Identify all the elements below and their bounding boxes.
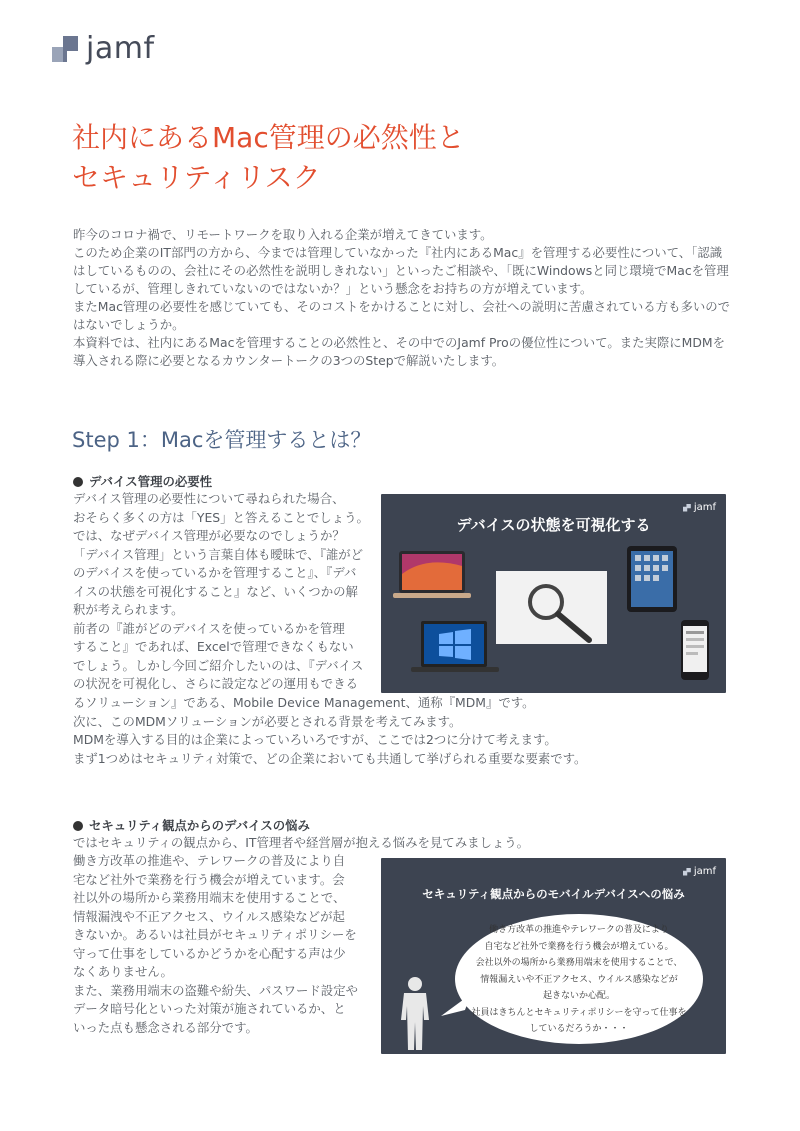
bubble-line: 自宅など社外で業務を行う機会が増えている。 xyxy=(484,941,674,952)
person-silhouette-icon xyxy=(395,976,435,1052)
concern-speech-bubble xyxy=(455,914,703,1044)
device-illustration xyxy=(381,494,726,693)
text-line: きないか。あるいは社員がセキュリティポリシーを xyxy=(73,927,357,942)
text-line: まず1つめはセキュリティ対策で、どの企業においても共通して挙げられる重要な要素です。 xyxy=(73,750,587,766)
text-line: なくありません。 xyxy=(73,964,173,979)
panel-logo-text: jamf xyxy=(693,866,716,877)
bubble-line: しているだろうか・・・ xyxy=(529,1024,629,1034)
security-concerns-figure xyxy=(381,858,726,1054)
magnifying-glass-icon xyxy=(496,571,607,644)
panel-logo-text: jamf xyxy=(693,502,716,513)
bullet-icon xyxy=(73,477,83,487)
jamf-logo xyxy=(52,31,155,66)
text-line: 守って仕事をしているかどうかを心配する声は少 xyxy=(73,945,346,961)
text-line: 情報漏洩や不正アクセス、ウイルス感染などが起 xyxy=(73,908,345,924)
text-line: イスの状態を可視化すること』など、いくつかの解 xyxy=(73,583,358,599)
text-line: 働き方改革の推進や、テレワークの普及により自 xyxy=(73,853,346,868)
text-line: また、業務用端末の盗難や紛失、パスワード設定や xyxy=(73,982,358,998)
bubble-line: 社員はきちんとセキュリティポリシーを守って仕事を xyxy=(471,1007,687,1018)
text-line: のデバイスを使っているかを管理すること』、『デバ xyxy=(73,565,357,580)
text-line: るソリューション』である、Mobile Device Management、通称『MDM』です。 xyxy=(73,695,535,710)
bubble-tail xyxy=(441,994,471,1018)
bubble-line: 情報漏えいや不正アクセス、ウイルス感染などが xyxy=(480,974,678,985)
jamf-mini-icon xyxy=(683,868,691,876)
text-line: すること』であれば、Excelで管理できなくもない xyxy=(73,639,354,654)
text-line: いった点も懸念される部分です。 xyxy=(73,1019,258,1035)
text-line: 宅など社外で業務を行う機会が増えています。会 xyxy=(73,871,345,887)
section1-heading-text: デバイス管理の必要性 xyxy=(89,474,213,489)
jamf-logo-text: jamf xyxy=(86,31,155,66)
text-line: 釈が考えられます。 xyxy=(73,602,184,617)
bubble-line: 会社以外の場所から業務用端末を使用することで、 xyxy=(475,958,683,968)
text-line: 次に、このMDMソリューションが必要とされる背景を考えてみます。 xyxy=(73,713,462,729)
text-line: おそらく多くの方は「YES」と答えることでしょう。 xyxy=(73,509,369,525)
section1-heading xyxy=(73,472,212,490)
bullet-icon xyxy=(73,821,83,831)
text-line: MDMを導入する目的は企業によっていろいろですが、ここでは2つに分けて考えます。 xyxy=(73,732,557,747)
intro-paragraph: 昨今のコロナ禍で、リモートワークを取り入れる企業が増えてきています。 xyxy=(73,227,493,242)
step1-heading: Step 1：Macを管理するとは？ xyxy=(72,428,372,452)
iphone-icon xyxy=(681,620,709,680)
text-line: デバイス管理の必要性について尋ねられた場合、 xyxy=(73,491,345,506)
title-line-2: セキュリティリスク xyxy=(72,161,321,194)
text-line: ではセキュリティの観点から、IT管理者や経営層が抱える悩みを見てみましょう。 xyxy=(73,835,530,850)
intro-text xyxy=(73,226,733,370)
section1-wide-text xyxy=(73,694,753,768)
section1-narrow-text xyxy=(73,490,373,694)
bubble-line: 働き方改革の推進やテレワークの普及により xyxy=(489,925,669,935)
intro-paragraph: このため企業のIT部門の方から、今までは管理していなかった『社内にあるMac』を管理する必要性について、「認識はしているものの、会社にその必然性を説明しきれない」といったご相談や、「既にWindowsと同じ環境でMacを管理しているが、管理しきれていないのではないか？」という懸念をお持ちの方が増えています。 xyxy=(73,245,729,296)
device-visibility-figure xyxy=(381,494,726,693)
text-line: 社以外の場所から業務用端末を使用することで、 xyxy=(73,890,346,905)
text-line: 前者の『誰がどのデバイスを使っているかを管理 xyxy=(73,620,345,636)
title-line-1: 社内にあるMac管理の必然性と xyxy=(72,121,465,154)
ipad-icon xyxy=(627,546,677,612)
text-line: では、なぜデバイス管理が必要なのでしょうか？ xyxy=(73,528,345,543)
figure2-title: セキュリティ観点からのモバイルデバイスへの悩み xyxy=(422,887,685,901)
figure1-title: デバイスの状態を可視化する xyxy=(456,516,651,534)
windows-laptop-icon xyxy=(411,621,499,672)
jamf-logo-mark-icon xyxy=(52,36,78,62)
section2-lead xyxy=(73,834,753,853)
intro-paragraph: 本資料では、社内にあるMacを管理することの必然性と、その中でのJamf Proの優位性について。また実際にMDMを導入される際に必要となるカウンタートークの3つのStepで解説いたします。 xyxy=(73,335,725,368)
section2-narrow-text xyxy=(73,852,373,1037)
bubble-line: 起きないか心配。 xyxy=(542,991,615,1001)
section2-heading xyxy=(73,816,310,834)
text-line: の状況を可視化し、さらに設定などの運用もできる xyxy=(73,676,358,691)
section2-heading-text: セキュリティ観点からのデバイスの悩み xyxy=(89,818,310,833)
macbook-icon xyxy=(393,551,471,598)
panel-logo xyxy=(683,866,716,877)
page-title xyxy=(72,118,465,198)
text-line: でしょう。しかし今回ご紹介したいのは、『デバイス xyxy=(73,657,364,673)
text-line: データ暗号化といった対策が施されているか、と xyxy=(73,1001,346,1016)
text-line: 「デバイス管理」という言葉自体も曖昧で、『誰がど xyxy=(73,546,364,562)
intro-paragraph: またMac管理の必要性を感じていても、そのコストをかけることに対し、会社への説明に苦慮されている方も多いのではないでしょうか。 xyxy=(73,299,731,332)
